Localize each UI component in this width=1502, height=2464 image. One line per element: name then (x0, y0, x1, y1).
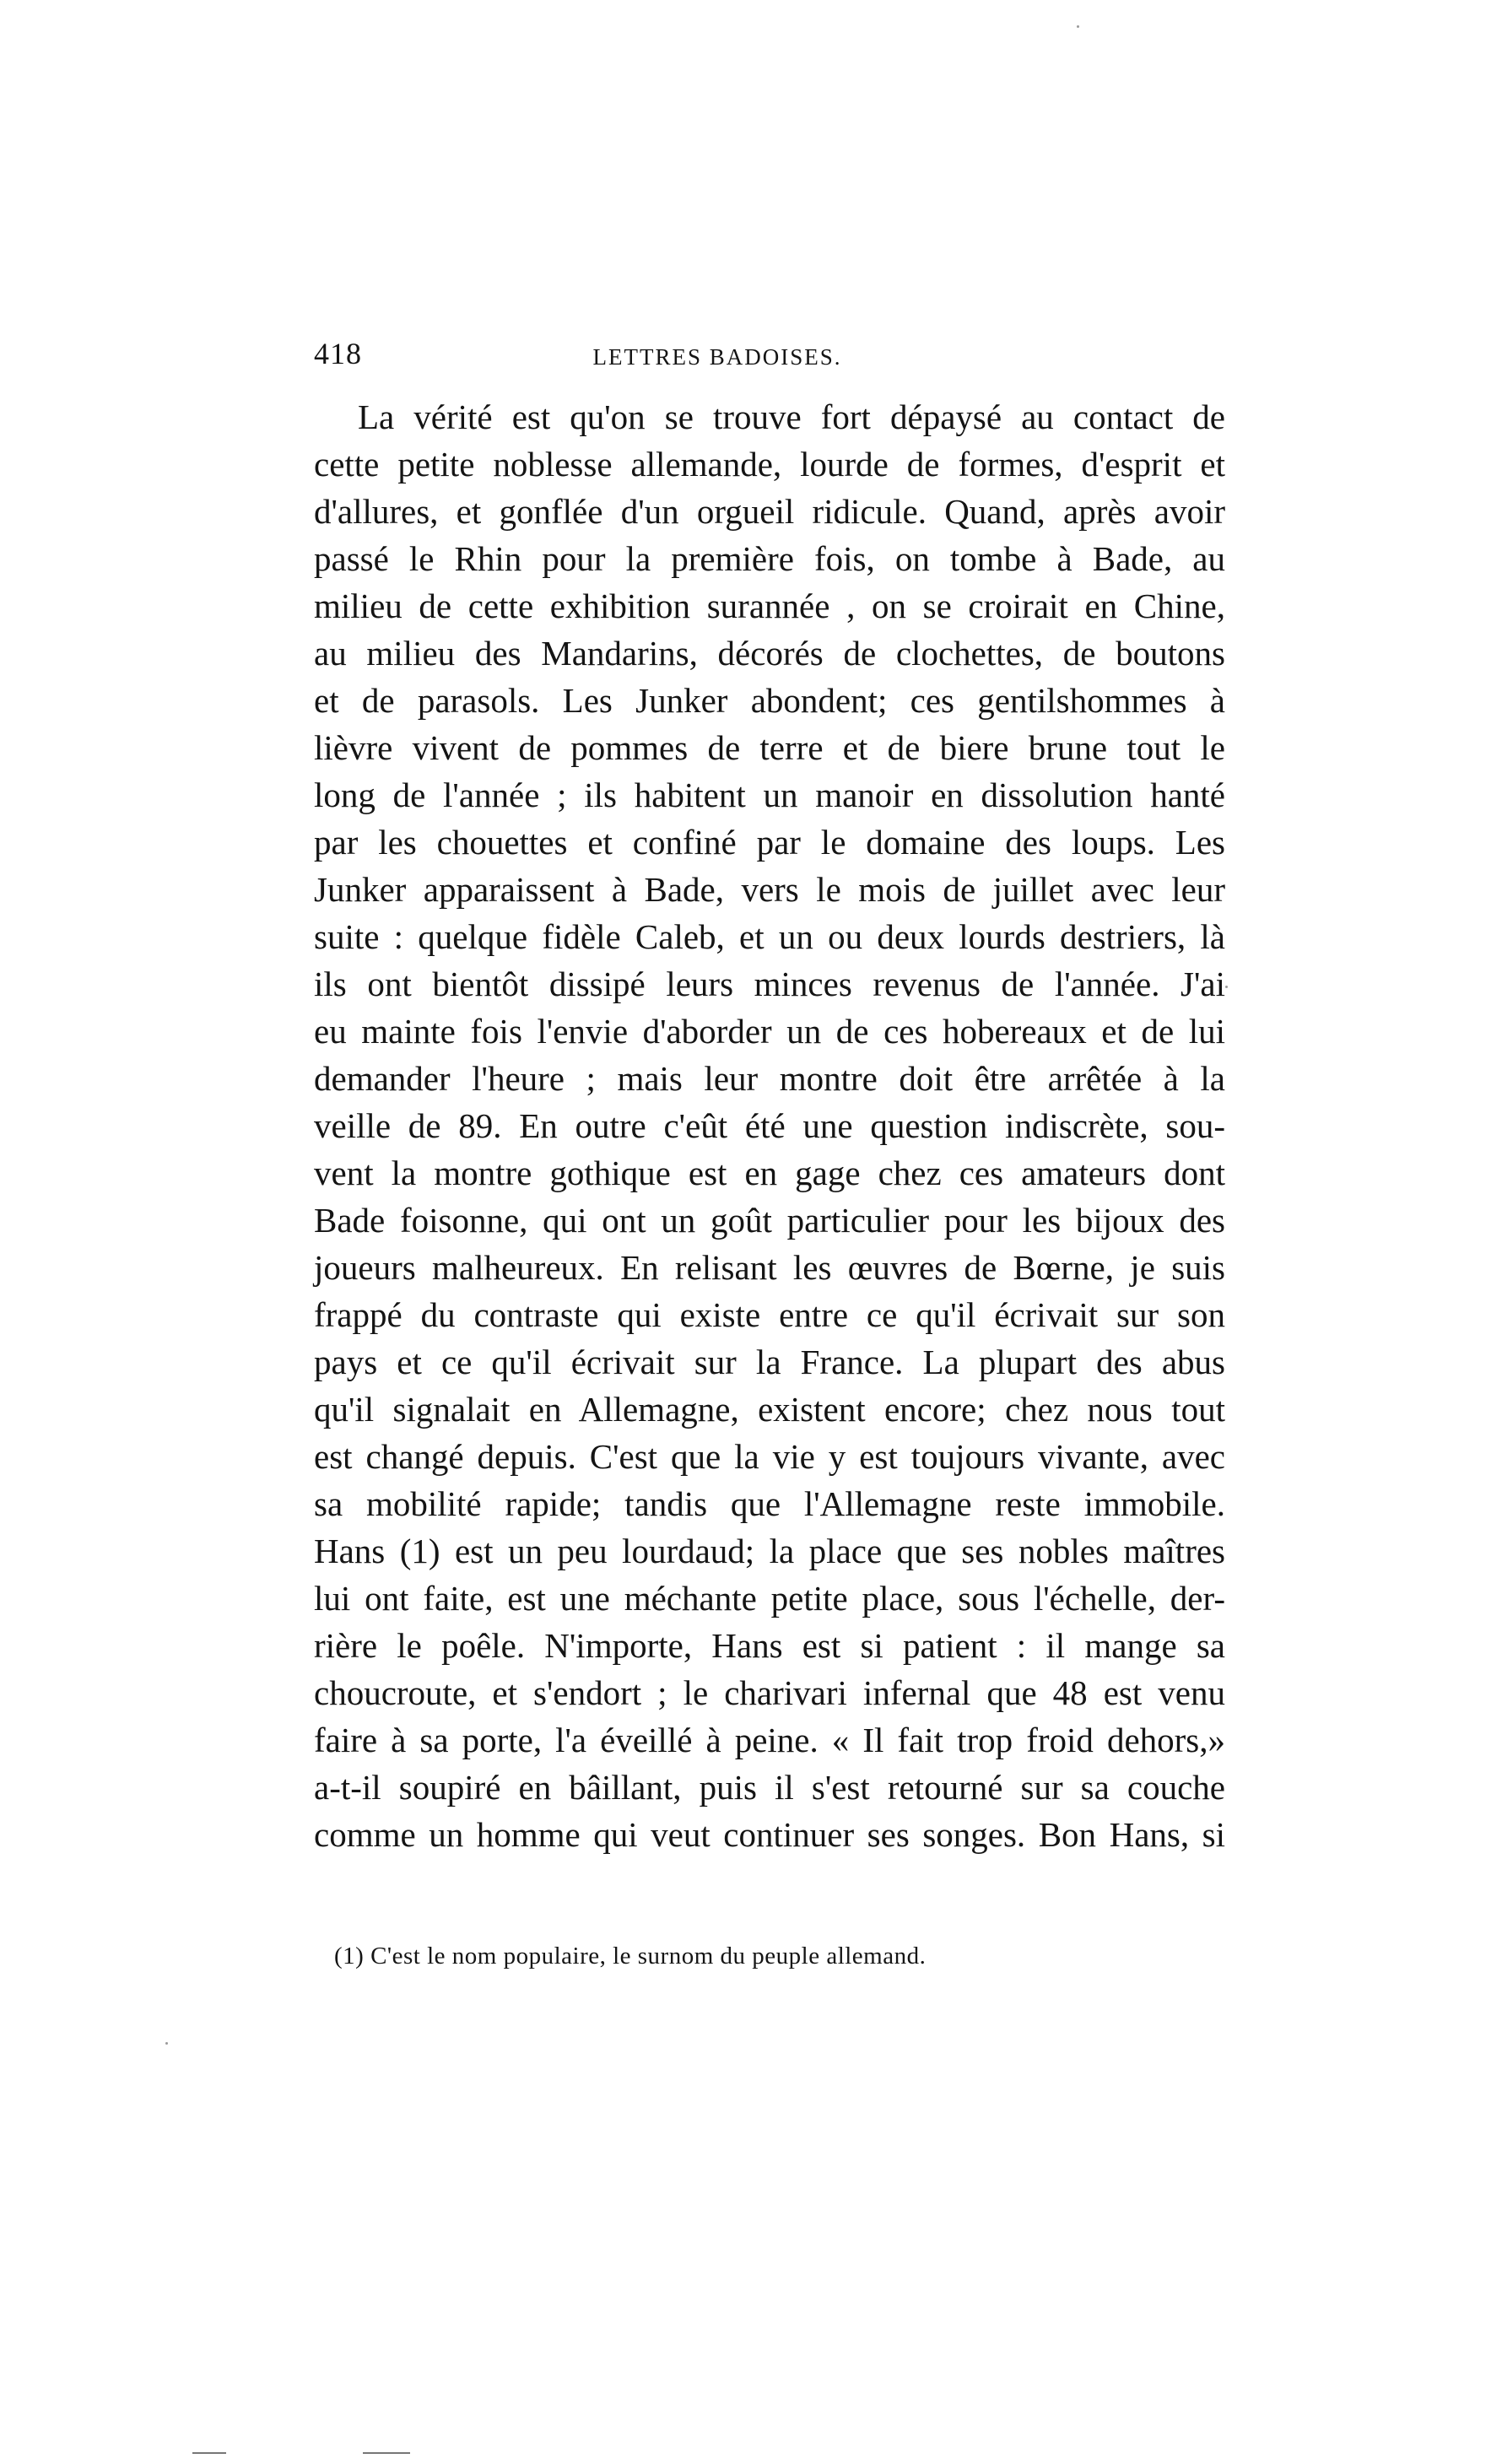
text-line: Bade foisonne, qui ont un goût particulier pour les bijoux des (314, 1201, 1225, 1240)
text-line: choucroute, et s'endort ; le charivari infernal que 48 est venu (314, 1673, 1225, 1712)
text-line: demander l'heure ; mais leur montre doit être arrêtée à la (314, 1059, 1225, 1098)
text-line: pays et ce qu'il écrivait sur la France. La plupart des abus (314, 1343, 1225, 1381)
text-line: lui ont faite, est une méchante petite place, sous l'échelle, der- (314, 1579, 1225, 1618)
text-line: milieu de cette exhibition surannée , on se croirait en Chine, (314, 586, 1225, 625)
text-line: joueurs malheureux. En relisant les œuvres de Bœrne, je suis (314, 1248, 1225, 1287)
text-line: long de l'année ; ils habitent un manoir en dissolution hanté (314, 775, 1225, 814)
text-line: et de parasols. Les Junker abondent; ces gentilshommes à (314, 681, 1225, 720)
text-line: lièvre vivent de pommes de terre et de biere brune tout le (314, 728, 1225, 767)
text-line: comme un homme qui veut continuer ses songes. Bon Hans, si (314, 1815, 1225, 1854)
running-head: LETTRES BADOISES. (592, 344, 842, 370)
text-line: passé le Rhin pour la première fois, on tombe à Bade, au (314, 539, 1225, 578)
scan-speck (1077, 25, 1079, 28)
scan-speck (165, 2042, 168, 2045)
text-line: frappé du contraste qui existe entre ce qu'il écrivait sur son (314, 1295, 1225, 1334)
scan-mark (363, 2452, 410, 2454)
text-line: ils ont bientôt dissipé leurs minces revenus de l'année. J'ai (314, 965, 1225, 1003)
text-line: d'allures, et gonflée d'un orgueil ridicule. Quand, après avoir (314, 492, 1225, 531)
text-line: cette petite noblesse allemande, lourde de formes, d'esprit et (314, 445, 1225, 484)
text-line: Junker apparaissent à Bade, vers le mois de juillet avec leur (314, 870, 1225, 909)
text-line: suite : quelque fidèle Caleb, et un ou deux lourds destriers, là (314, 917, 1225, 956)
text-line: au milieu des Mandarins, décorés de clochettes, de boutons (314, 634, 1225, 673)
footnote: (1) C'est le nom populaire, le surnom du peuple allemand. (334, 1943, 927, 1970)
text-line: La vérité est qu'on se trouve fort dépaysé au contact de (358, 397, 1225, 436)
text-line: veille de 89. En outre c'eût été une question indiscrète, sou- (314, 1106, 1225, 1145)
body-text (314, 393, 1225, 1858)
text-line: est changé depuis. C'est que la vie y est toujours vivante, avec (314, 1437, 1225, 1476)
text-line: Hans (1) est un peu lourdaud; la place que ses nobles maîtres (314, 1532, 1225, 1570)
text-line: qu'il signalait en Allemagne, existent encore; chez nous tout (314, 1390, 1225, 1429)
text-line: sa mobilité rapide; tandis que l'Allemagne reste immobile. (314, 1484, 1225, 1523)
scan-speck (1225, 986, 1228, 988)
text-line: a-t-il soupiré en bâillant, puis il s'est retourné sur sa couche (314, 1768, 1225, 1807)
scan-mark (192, 2452, 226, 2454)
text-line: par les chouettes et confiné par le domaine des loups. Les (314, 823, 1225, 862)
text-line: faire à sa porte, l'a éveillé à peine. « Il fait trop froid dehors,» (314, 1721, 1225, 1759)
page-number: 418 (314, 337, 362, 370)
text-line: eu mainte fois l'envie d'aborder un de ces hobereaux et de lui (314, 1012, 1225, 1051)
text-line: rière le poêle. N'importe, Hans est si patient : il mange sa (314, 1626, 1225, 1665)
text-line: vent la montre gothique est en gage chez ces amateurs dont (314, 1154, 1225, 1192)
